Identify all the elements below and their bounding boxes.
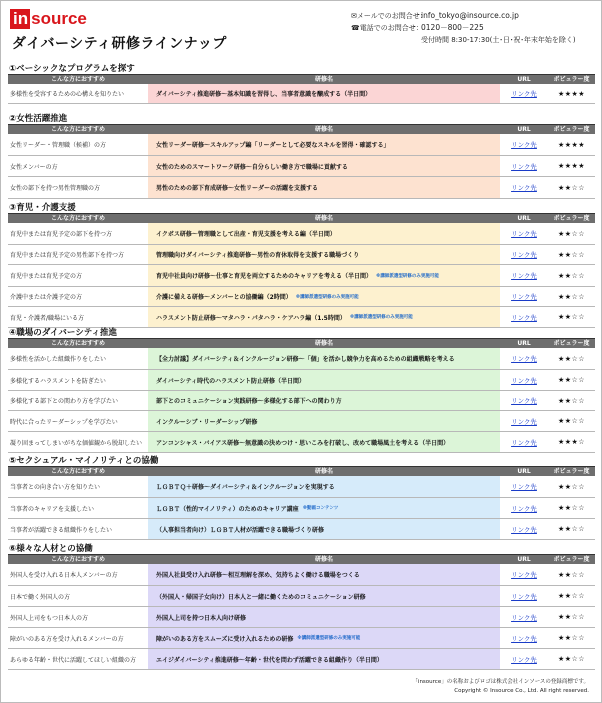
course-name-cell xyxy=(148,628,500,648)
trademark-notice: 「insource」の名称およびロゴは株式会社インソースの登録商標です。 xyxy=(412,679,589,685)
course-name-cell xyxy=(148,476,500,497)
contact-info xyxy=(351,10,576,46)
section-title: ①ベーシックなプログラムを探す xyxy=(8,64,595,75)
recommended-for: 当事者が活躍できる組織作りをしたい xyxy=(10,526,113,534)
table-row xyxy=(8,564,595,586)
popularity-stars: ★★☆☆ xyxy=(557,229,586,238)
business-hours: 受付時間 8:30-17:30(土･日･祝･年末年始を除く) xyxy=(421,36,576,44)
header-url: URL xyxy=(517,556,531,563)
recommended-for: 凝り固まってしまいがちな価値観から脱却したい xyxy=(10,439,143,447)
insource-logo xyxy=(10,9,87,29)
mail-label: ✉メールでのお問合せ： xyxy=(351,12,427,20)
popularity-stars: ★★☆☆ xyxy=(557,292,586,301)
popularity-stars: ★★☆☆ xyxy=(557,634,586,642)
table-row xyxy=(8,411,595,432)
table-row xyxy=(8,498,595,519)
table-row xyxy=(8,84,595,104)
table-header xyxy=(8,214,595,223)
table-row xyxy=(8,223,595,245)
course-name-cell xyxy=(148,156,500,176)
recommended-for: 育児・介護者/職場にいる方 xyxy=(10,314,85,322)
recommended-for: 女性リーダー・管理職（候補）の方 xyxy=(10,142,107,149)
header-course: 研修名 xyxy=(314,76,333,83)
header-popularity: ポピュラー度 xyxy=(553,556,590,563)
table-row xyxy=(8,156,595,177)
course-link[interactable]: リンク先 xyxy=(511,525,537,534)
table-row xyxy=(8,177,595,199)
popularity-stars: ★★☆☆ xyxy=(557,376,586,384)
copyright: Copyright © Insource Co., Ltd. All right reserved. xyxy=(454,688,589,694)
recommended-for: 時代に合ったリーダーシップを学びたい xyxy=(10,418,118,426)
popularity-stars: ★★☆☆ xyxy=(557,570,586,579)
popularity-stars: ★★★☆ xyxy=(557,438,586,446)
header-url: URL xyxy=(517,126,531,133)
recommended-for: 日本で働く外国人の方 xyxy=(10,593,71,601)
course-link[interactable]: リンク先 xyxy=(511,355,537,363)
table-row xyxy=(8,607,595,628)
course-name: ダイバーシティ推進研修～基本知識を習得し、当事者意識を醸成する（半日間） xyxy=(156,91,372,98)
course-note: ※講師派遣型研修のみ実施可能 xyxy=(297,636,361,641)
popularity-stars: ★★☆☆ xyxy=(557,613,586,621)
course-name-cell xyxy=(148,519,500,539)
popularity-stars: ★★☆☆ xyxy=(557,354,586,363)
course-name: 外国人社員受け入れ研修～相互理解を深め、気持ちよく働ける職場をつくる xyxy=(156,572,360,579)
course-link[interactable]: リンク先 xyxy=(511,655,537,664)
header-url: URL xyxy=(517,340,531,347)
table-row xyxy=(8,265,595,287)
header-url: URL xyxy=(517,468,531,475)
table-header xyxy=(8,125,595,134)
header-course: 研修名 xyxy=(314,556,333,563)
course-name-cell xyxy=(148,307,500,327)
table-row xyxy=(8,476,595,498)
section-title: ③育児・介護支援 xyxy=(8,203,595,214)
logo-rest: source xyxy=(31,9,87,28)
table-row xyxy=(8,649,595,670)
recommended-for: 障がいのある方を受け入れるメンバーの方 xyxy=(10,635,124,643)
course-name: ＬＧＢＴ（性的マイノリティ）のためのキャリア講座 xyxy=(156,505,299,513)
popularity-stars: ★★☆☆ xyxy=(557,655,586,663)
table-header xyxy=(8,75,595,84)
course-note: ※講師派遣型研修のみ実施可能 xyxy=(376,273,439,279)
popularity-stars: ★★☆☆ xyxy=(557,525,586,533)
header-course: 研修名 xyxy=(314,126,333,133)
table-row xyxy=(8,586,595,607)
course-name-cell xyxy=(148,649,500,669)
table-row xyxy=(8,628,595,649)
recommended-for: 外国人を受け入れる日本人メンバーの方 xyxy=(10,572,118,579)
popularity-stars: ★★☆☆ xyxy=(557,396,586,405)
course-name: インクルーシブ・リーダーシップ研修 xyxy=(156,418,258,426)
header-recommended: こんな方におすすめ xyxy=(50,340,106,347)
table-row xyxy=(8,391,595,411)
recommended-for: 女性メンバーの方 xyxy=(10,163,58,171)
course-name-cell xyxy=(148,607,500,627)
section-5 xyxy=(8,456,595,540)
popularity-stars: ★★☆☆ xyxy=(557,417,586,425)
header-popularity: ポピュラー度 xyxy=(553,468,590,475)
course-link[interactable]: リンク先 xyxy=(511,397,537,405)
footer xyxy=(412,678,589,696)
table-row xyxy=(8,134,595,156)
section-3 xyxy=(8,203,595,328)
table-row xyxy=(8,519,595,540)
course-link[interactable]: リンク先 xyxy=(511,634,537,643)
section-6 xyxy=(8,544,595,670)
recommended-for: 外国人上司をもつ日本人の方 xyxy=(10,614,89,622)
course-name: ＬＧＢＴＱ＋研修～ダイバーシティ＆インクルージョンを実現する xyxy=(156,484,335,491)
section-4 xyxy=(8,328,595,453)
section-title: ⑥様々な人材との協働 xyxy=(8,544,595,555)
course-name-cell xyxy=(148,370,500,390)
header-recommended: こんな方におすすめ xyxy=(50,215,106,222)
table-header xyxy=(8,467,595,476)
recommended-for: 介護中または介護予定の方 xyxy=(10,294,83,301)
course-link[interactable]: リンク先 xyxy=(511,251,537,259)
course-name-cell xyxy=(148,498,500,518)
recommended-for: 多様化するハラスメントを防ぎたい xyxy=(10,377,106,385)
section-2 xyxy=(8,114,595,199)
course-name-cell xyxy=(148,432,500,452)
phone-number: 0120－800－225 xyxy=(421,23,484,32)
course-link[interactable]: リンク先 xyxy=(511,313,537,322)
course-name: アンコンシャス・バイアス研修～無意識の決めつけ・思いこみを打破し、改めて職場風土を考える（半日間） xyxy=(156,439,450,447)
recommended-for: 当事者との向き合い方を知りたい xyxy=(10,484,101,491)
course-name: イクボス研修～管理職として出産・育児支援を考える編（半日間） xyxy=(156,231,336,238)
table-header xyxy=(8,555,595,564)
header-recommended: こんな方におすすめ xyxy=(50,126,106,133)
popularity-stars: ★★☆☆ xyxy=(557,504,586,512)
course-name: 女性のためのスマートワーク研修～自分らしい働き方で職場に貢献する xyxy=(156,163,348,171)
course-name: ハラスメント防止研修～マタハラ・パタハラ・ケアハラ編（1.5時間） xyxy=(156,314,346,322)
header-popularity: ポピュラー度 xyxy=(553,340,590,347)
course-name: 女性リーダー研修～スキルアップ編「リーダーとして必要なスキルを習得・確認する」 xyxy=(156,142,390,149)
logo-in: in xyxy=(10,9,30,29)
section-title: ②女性活躍推進 xyxy=(8,114,595,125)
recommended-for: 多様化する部下との関わり方を学びたい xyxy=(10,398,119,405)
course-link[interactable]: リンク先 xyxy=(511,162,537,171)
course-name-cell xyxy=(148,223,500,244)
popularity-stars: ★★☆☆ xyxy=(557,271,586,280)
section-1 xyxy=(8,64,595,104)
course-name: 管理職向けダイバーシティ推進研修～男性の育休取得を支援する職場づくり xyxy=(156,252,360,259)
course-note: ※講師派遣型研修のみ実施可能 xyxy=(295,294,359,300)
header-course: 研修名 xyxy=(314,215,333,222)
recommended-for: 多様性を活かした組織作りをしたい xyxy=(10,356,107,363)
course-name-cell xyxy=(148,287,500,306)
header-course: 研修名 xyxy=(314,468,333,475)
course-name: 介護に備える研修～メンバーとの協働編（2時間） xyxy=(156,294,292,301)
table-row xyxy=(8,307,595,328)
course-link[interactable]: リンク先 xyxy=(511,417,537,426)
course-link[interactable]: リンク先 xyxy=(511,571,537,579)
course-name-cell xyxy=(148,177,500,198)
course-name-cell xyxy=(148,411,500,431)
course-link[interactable]: リンク先 xyxy=(511,592,537,601)
course-name-cell xyxy=(148,564,500,585)
course-name: 育児中社員向け研修～仕事と育児を両立するためのキャリアを考える（半日間） xyxy=(156,273,373,280)
table-row xyxy=(8,348,595,370)
course-name-cell xyxy=(148,245,500,264)
header-popularity: ポピュラー度 xyxy=(553,76,590,83)
recommended-for: 育児中または育児予定の方 xyxy=(10,273,83,280)
course-name: 【全力討議】ダイバーシティ＆インクルージョン研修～「個」を活かし競争力を高めるための組織戦略を考える xyxy=(156,356,455,363)
recommended-for: 多様性を受容するための心構えを知りたい xyxy=(10,91,125,98)
course-link[interactable]: リンク先 xyxy=(511,613,537,622)
course-link[interactable]: リンク先 xyxy=(511,141,537,149)
course-name: エイジダイバーシティ推進研修～年齢・世代を問わず活躍できる組織作り（半日間） xyxy=(156,656,383,664)
course-name-cell xyxy=(148,265,500,286)
course-name-cell xyxy=(148,586,500,606)
course-link[interactable]: リンク先 xyxy=(511,293,537,301)
popularity-stars: ★★☆☆ xyxy=(557,183,586,192)
course-note: ※動画コンテンツ xyxy=(302,506,339,511)
course-link[interactable]: リンク先 xyxy=(511,272,537,280)
popularity-stars: ★★★★ xyxy=(557,140,586,149)
table-row xyxy=(8,245,595,265)
course-name-cell xyxy=(148,391,500,410)
header-recommended: こんな方におすすめ xyxy=(50,556,106,563)
course-link[interactable]: リンク先 xyxy=(511,483,537,491)
popularity-stars: ★★☆☆ xyxy=(557,592,586,600)
popularity-stars: ★★☆☆ xyxy=(557,313,586,321)
popularity-stars: ★★☆☆ xyxy=(557,482,586,491)
course-name-cell xyxy=(148,134,500,155)
popularity-stars: ★★★★ xyxy=(557,89,586,98)
recommended-for: 育児中または育児予定の部下を持つ方 xyxy=(10,231,113,238)
course-link[interactable]: リンク先 xyxy=(511,376,537,385)
course-link[interactable]: リンク先 xyxy=(511,438,537,447)
page-title: ダイバーシティ研修ラインナップ xyxy=(12,36,227,52)
section-title: ④職場のダイバーシティ推進 xyxy=(8,328,595,339)
header-recommended: こんな方におすすめ xyxy=(50,76,106,83)
recommended-for: 育児中または育児予定の男性部下を持つ方 xyxy=(10,252,125,259)
table-row xyxy=(8,432,595,453)
course-name-cell xyxy=(148,348,500,369)
course-name: 男性のための部下育成研修～女性リーダーの活躍を支援する xyxy=(156,185,319,192)
course-link[interactable]: リンク先 xyxy=(511,230,537,238)
header-url: URL xyxy=(517,215,531,222)
header-popularity: ポピュラー度 xyxy=(553,215,590,222)
header-recommended: こんな方におすすめ xyxy=(50,468,106,475)
recommended-for: 当事者のキャリアを支援したい xyxy=(10,505,95,513)
popularity-stars: ★★☆☆ xyxy=(557,250,586,259)
table-row xyxy=(8,287,595,307)
course-name: （外国人・帰国子女向け）日本人と一緒に働くためのコミュニケーション研修 xyxy=(156,593,366,601)
table-header xyxy=(8,339,595,348)
phone-label: ☎電話でのお問合せ： xyxy=(351,24,423,32)
recommended-for: あらゆる年齢・世代に活躍してほしい組織の方 xyxy=(10,656,137,664)
section-title: ⑤セクシュアル・マイノリティとの協働 xyxy=(8,456,595,467)
header-popularity: ポピュラー度 xyxy=(553,126,590,133)
course-name: 部下とのコミュニケーション実践研修～多様化する部下への関わり方 xyxy=(156,398,342,405)
course-note: ※講師派遣型研修のみ実施可能 xyxy=(349,315,413,320)
course-link[interactable]: リンク先 xyxy=(511,184,537,192)
course-name: 障がいのある方をスムーズに受け入れるための研修 xyxy=(156,635,294,643)
course-link[interactable]: リンク先 xyxy=(511,90,537,98)
popularity-stars: ★★★★ xyxy=(557,162,586,170)
header-course: 研修名 xyxy=(314,340,333,347)
course-name-cell xyxy=(148,84,500,103)
course-name: 外国人上司を持つ日本人向け研修 xyxy=(156,614,247,622)
course-link[interactable]: リンク先 xyxy=(511,504,537,513)
header-url: URL xyxy=(517,76,531,83)
course-name: （人事担当者向け）ＬＧＢＴ人材が活躍できる職場づくり研修 xyxy=(156,526,325,534)
course-name: ダイバーシティ時代のハラスメント防止研修（半日間） xyxy=(156,377,305,385)
mail-address-link[interactable]: info_tokyo@insource.co.jp xyxy=(421,11,519,20)
table-row xyxy=(8,370,595,391)
recommended-for: 女性の部下を持つ男性管理職の方 xyxy=(10,185,101,192)
